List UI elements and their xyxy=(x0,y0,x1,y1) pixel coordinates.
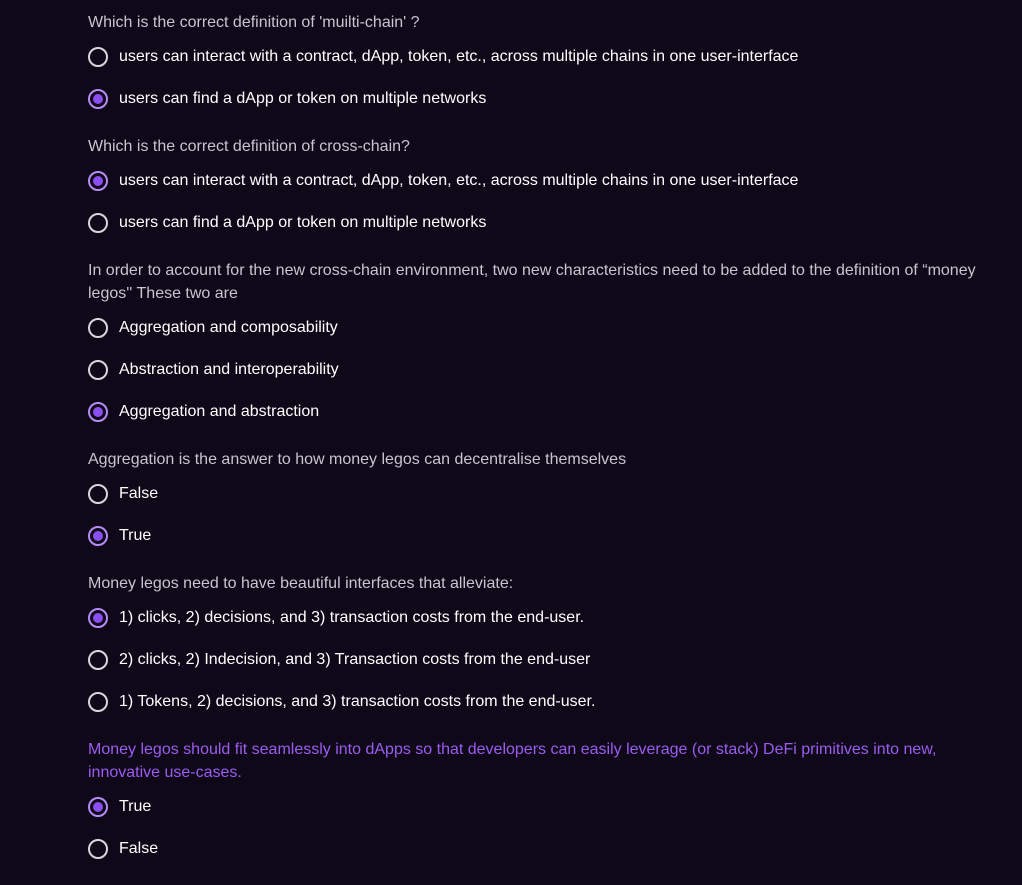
answer-option[interactable] xyxy=(88,349,988,391)
radio-unselected-icon[interactable] xyxy=(88,484,108,504)
question-block-4 xyxy=(88,448,988,557)
option-label: users can find a dApp or token on multiple networks xyxy=(119,214,487,231)
answer-option[interactable] xyxy=(88,597,988,639)
answer-option[interactable] xyxy=(88,639,988,681)
quiz-form xyxy=(88,11,988,885)
option-label: Abstraction and interoperability xyxy=(119,361,339,378)
answer-option[interactable] xyxy=(88,36,988,78)
radio-unselected-icon[interactable] xyxy=(88,360,108,380)
radio-unselected-icon[interactable] xyxy=(88,692,108,712)
answer-option[interactable] xyxy=(88,681,988,723)
answer-option[interactable] xyxy=(88,515,988,557)
question-text: Money legos need to have beautiful interfaces that alleviate: xyxy=(88,575,514,592)
question-text: Aggregation is the answer to how money legos can decentralise themselves xyxy=(88,451,627,468)
option-label: 2) clicks, 2) Indecision, and 3) Transaction costs from the end-user xyxy=(119,651,591,668)
option-label: Aggregation and abstraction xyxy=(119,403,320,420)
answer-option[interactable] xyxy=(88,160,988,202)
radio-unselected-icon[interactable] xyxy=(88,47,108,67)
question-block-3 xyxy=(88,259,988,433)
question-text: Which is the correct definition of 'muilti-chain' ? xyxy=(88,14,420,31)
answer-option[interactable] xyxy=(88,307,988,349)
option-label: users can interact with a contract, dApp, token, etc., across multiple chains in one user-interface xyxy=(119,172,799,189)
option-label: True xyxy=(119,527,152,544)
answer-option[interactable] xyxy=(88,78,988,120)
option-label: False xyxy=(119,840,159,857)
option-label: Aggregation and composability xyxy=(119,319,338,336)
radio-unselected-icon[interactable] xyxy=(88,650,108,670)
question-block-2 xyxy=(88,135,988,244)
option-label: True xyxy=(119,798,152,815)
radio-selected-icon[interactable] xyxy=(88,402,108,422)
radio-selected-icon[interactable] xyxy=(88,608,108,628)
question-block-5 xyxy=(88,572,988,723)
radio-unselected-icon[interactable] xyxy=(88,839,108,859)
answer-option[interactable] xyxy=(88,828,988,870)
answer-option[interactable] xyxy=(88,473,988,515)
radio-selected-icon[interactable] xyxy=(88,89,108,109)
radio-selected-icon[interactable] xyxy=(88,526,108,546)
radio-unselected-icon[interactable] xyxy=(88,213,108,233)
radio-unselected-icon[interactable] xyxy=(88,318,108,338)
answer-option[interactable] xyxy=(88,786,988,828)
question-block-1 xyxy=(88,11,988,120)
option-label: False xyxy=(119,485,159,502)
option-label: 1) Tokens, 2) decisions, and 3) transaction costs from the end-user. xyxy=(119,693,596,710)
option-label: 1) clicks, 2) decisions, and 3) transaction costs from the end-user. xyxy=(119,609,585,626)
question-block-6 xyxy=(88,738,988,870)
question-text: Money legos should fit seamlessly into dApps so that developers can easily leverage (or stack) DeFi primitives into new, innovative use-cases. xyxy=(88,741,937,781)
answer-option[interactable] xyxy=(88,391,988,433)
radio-selected-icon[interactable] xyxy=(88,797,108,817)
option-label: users can find a dApp or token on multiple networks xyxy=(119,90,487,107)
option-label: users can interact with a contract, dApp, token, etc., across multiple chains in one user-interface xyxy=(119,48,799,65)
radio-selected-icon[interactable] xyxy=(88,171,108,191)
question-text: In order to account for the new cross-chain environment, two new characteristics need to be added to the definition of “money legos'' These two are xyxy=(88,262,976,302)
question-text: Which is the correct definition of cross-chain? xyxy=(88,138,410,155)
answer-option[interactable] xyxy=(88,202,988,244)
